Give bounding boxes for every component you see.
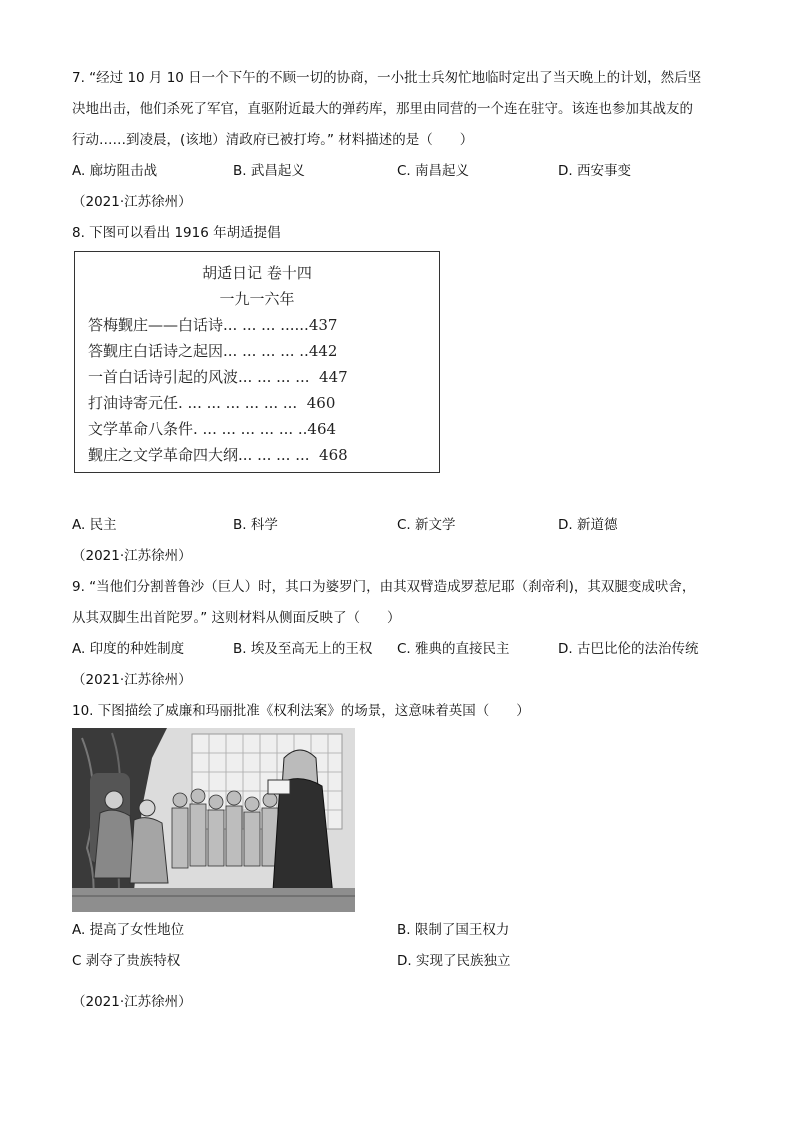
q7-option-d: D. 西安事变 [558,163,631,179]
engraving-illustration [72,728,355,912]
bill-of-rights-engraving [72,728,355,912]
q9-source: （2021·江苏徐州） [72,672,192,688]
q7-source: （2021·江苏徐州） [72,194,192,210]
q8-option-c: C. 新文学 [397,517,456,533]
q10-option-d: D. 实现了民族独立 [397,953,511,969]
diary-title: 胡适日记 卷十四 [202,264,312,282]
q8-option-d: D. 新道德 [558,517,618,533]
q10-option-c: C 剥夺了贵族特权 [72,953,181,969]
q7-option-b: B. 武昌起义 [233,163,305,179]
q8-option-b: B. 科学 [233,517,278,533]
q10-source: （2021·江苏徐州） [72,994,192,1010]
q7-stem-line-2: 决地出击，他们杀死了军官，直驱附近最大的弹药库，那里由同营的一个连在驻守。该连也参加其战友的 [72,101,693,117]
diary-row: 答梅觐庄——白话诗... ... ... ......437 [88,316,338,334]
diary-row: 打油诗寄元任. ... ... ... ... ... ... 460 [88,394,336,412]
q9-option-d: D. 古巴比伦的法治传统 [558,641,699,657]
q7-option-a: A. 廊坊阻击战 [72,163,158,179]
q8-option-a: A. 民主 [72,517,117,533]
diary-row: 文学革命八条件. ... ... ... ... ... ..464 [88,420,337,438]
diary-row: 觐庄之文学革命四大纲... ... ... ... 468 [88,446,348,464]
q10-option-b: B. 限制了国王权力 [397,922,510,938]
q10-stem: 10. 下图描绘了威廉和玛丽批准《权利法案》的场景，这意味着英国（ ） [72,703,530,719]
q9-option-c: C. 雅典的直接民主 [397,641,510,657]
q7-option-c: C. 南昌起义 [397,163,470,179]
diary-row: 答觐庄白话诗之起因... ... ... ... ..442 [88,342,338,360]
q8-source: （2021·江苏徐州） [72,548,192,564]
q9-stem-line-1: 9. “当他们分割普鲁沙（巨人）时，其口为婆罗门，由其双臂造成罗惹尼耶（刹帝利)，其双腿变成吠舍， [72,579,696,595]
hu-shi-diary-figure [74,251,440,473]
q10-option-a: A. 提高了女性地位 [72,922,185,938]
q7-stem-line-1: 7. “经过 10 月 10 日一个下午的不顾一切的协商，一小批士兵匆忙地临时定出了当天晚上的计划，然后坚 [72,70,702,86]
q9-option-b: B. 埃及至高无上的王权 [233,641,373,657]
q7-stem-line-3: 行动……到凌晨，(该地）清政府已被打垮。” 材料描述的是（ ） [72,132,474,148]
q9-stem-line-2: 从其双脚生出首陀罗。” 这则材料从侧面反映了（ ） [72,610,401,626]
q9-option-a: A. 印度的种姓制度 [72,641,185,657]
diary-year: 一九一六年 [219,290,295,308]
diary-row: 一首白话诗引起的风波... ... ... ... 447 [88,368,348,386]
q8-stem: 8. 下图可以看出 1916 年胡适提倡 [72,225,281,241]
